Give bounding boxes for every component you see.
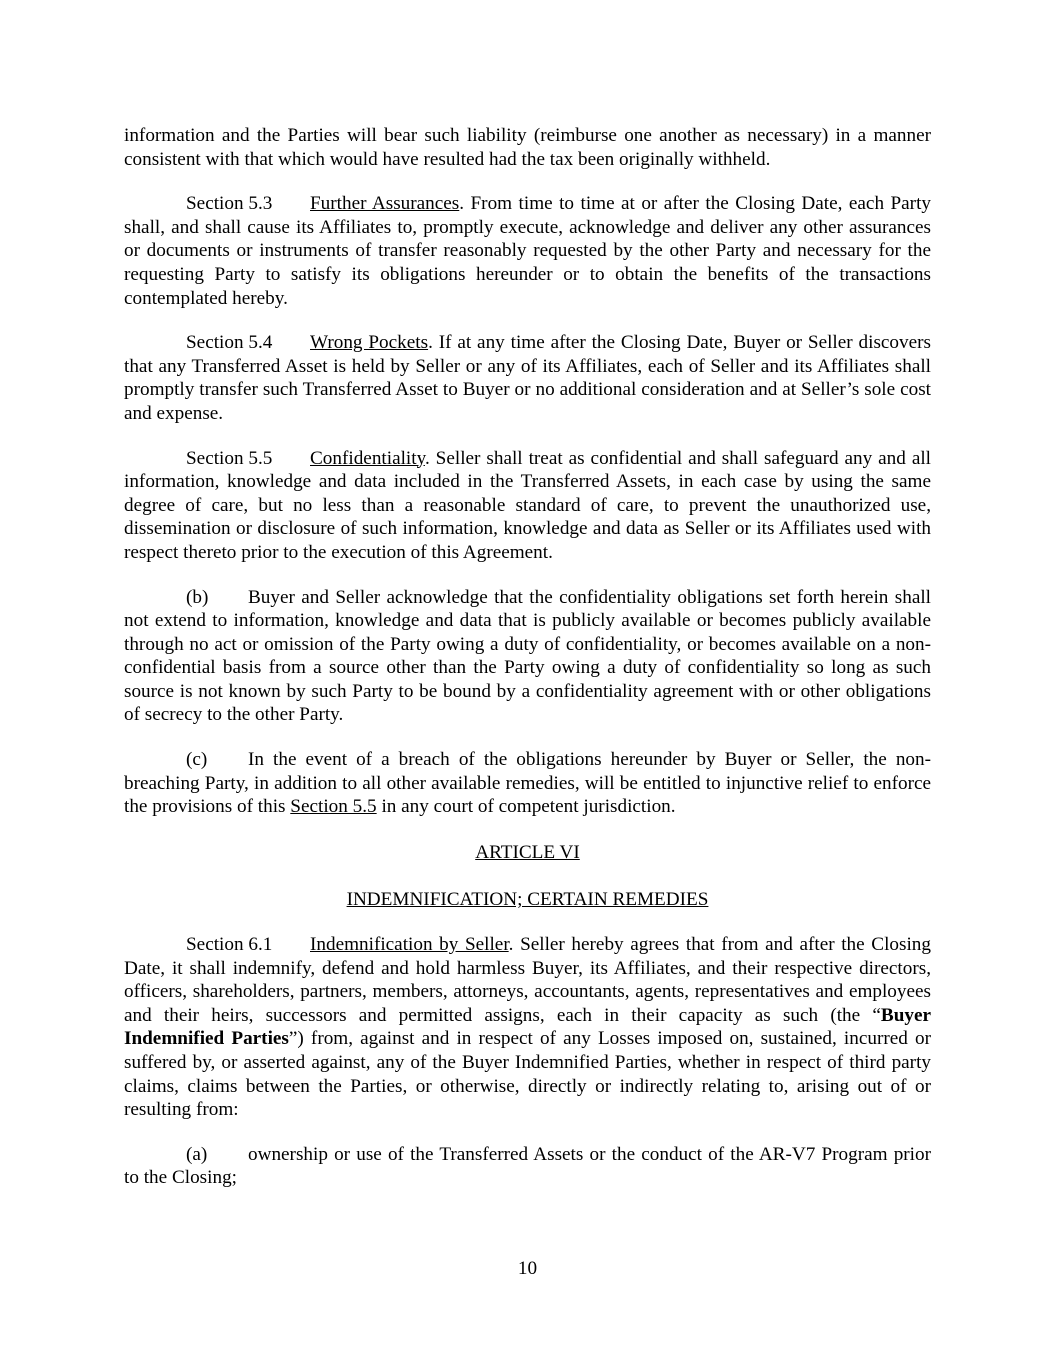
section-heading: Confidentiality [310,447,425,469]
article-number: ARTICLE VI [475,841,580,863]
clause-body-part-2: in any court of competent jurisdiction. [376,796,676,818]
section-heading: Indemnification by Seller [310,934,509,956]
section-6-1-a [124,1143,931,1190]
clause-number: (a) [186,1143,208,1165]
clause-body-part-1: In the event of a breach of the obligations hereunder by Buyer or Seller, the non-breaching Party, in addition to all other available remedies, will be entitled to injunctive relief to enforce the provisions of this [124,749,931,818]
carryover-paragraph: information and the Parties will bear such liability (reimburse one another as necessary) in a manner consistent with that which would have resulted had the tax been originally withheld. [124,125,931,170]
clause-body: ownership or use of the Transferred Assets or the conduct of the AR-V7 Program prior to the Closing; [124,1143,931,1189]
article-title-line [124,888,931,912]
clause-number: (b) [186,586,209,608]
section-heading: Wrong Pockets [310,332,429,354]
section-number: Section 6.1 [186,934,273,956]
article-title: INDEMNIFICATION; CERTAIN REMEDIES [346,889,709,911]
section-6-1 [124,933,931,1122]
section-heading: Further Assurances [310,193,460,215]
clause-number: (c) [186,749,208,771]
article-heading [124,841,931,865]
section-number: Section 5.3 [186,193,273,215]
section-body: . If at any time after the Closing Date, Buyer or Seller discovers that any Transferred Asset is held by Seller or any of its Affiliates, each of Seller and its Affiliates shall promptly transfer such Transferred Asset to Buyer or no additional consideration and at Seller’s sole cost and expense. [124,332,931,424]
cross-reference: Section 5.5 [290,796,377,818]
section-number: Section 5.4 [186,332,273,354]
section-number: Section 5.5 [186,447,273,469]
section-body-part-2: ”) from, against and in respect of any Losses imposed on, sustained, incurred or suffered by, or asserted against, any of the Buyer Indemnified Parties, whether in respect of third party claims, claims between the Parties, or otherwise, directly or indirectly relating to, arising out of or resulting from: [124,1028,931,1121]
section-5-3 [124,192,931,310]
document-page [124,124,931,1190]
page-number: 10 [517,1258,538,1279]
section-body-part-1: . Seller hereby agrees that from and after the Closing Date, it shall indemnify, defend and hold harmless Buyer, its Affiliates, and their respective directors, officers, shareholders, partners, members, attorneys, accountants, agents, representatives and employees and their heirs, successors and permitted assigns, each in their capacity as such (the “ [124,934,931,1026]
section-body: . From time to time at or after the Closing Date, each Party shall, and shall cause its Affiliates to, promptly execute, acknowledge and deliver any other assurances or documents or instruments of transfer reasonably requested by the other Party and necessary for the requesting Party to satisfy its obligations hereunder or to obtain the benefits of the transactions contemplated hereby. [124,193,931,309]
section-5-4 [124,331,931,425]
clause-body: Buyer and Seller acknowledge that the confidentiality obligations set forth herein shall not extend to information, knowledge and data that is publicly available or becomes publicly available through no act or omission of the Party owing a duty of confidentiality, or becomes available on a non-confidential basis from a source other than the Party owing a duty of confidentiality so long as such source is not known by such Party to be bound by a confidentiality agreement with or other obligations of secrecy to the other Party. [124,586,931,726]
section-5-5 [124,447,931,565]
section-5-5-c [124,748,931,819]
section-body: . Seller shall treat as confidential and shall safeguard any and all information, knowledge and data included in the Transferred Assets, in each case by using the same degree of care, but no less than a reasonable standard of care, to prevent the unauthorized use, dissemination or disclosure of such information, knowledge and data as Seller or its Affiliates used with respect thereto prior to the execution of this Agreement. [124,447,931,563]
section-5-5-b [124,586,931,728]
defined-term: Buyer Indemnified Parties [124,1004,931,1050]
